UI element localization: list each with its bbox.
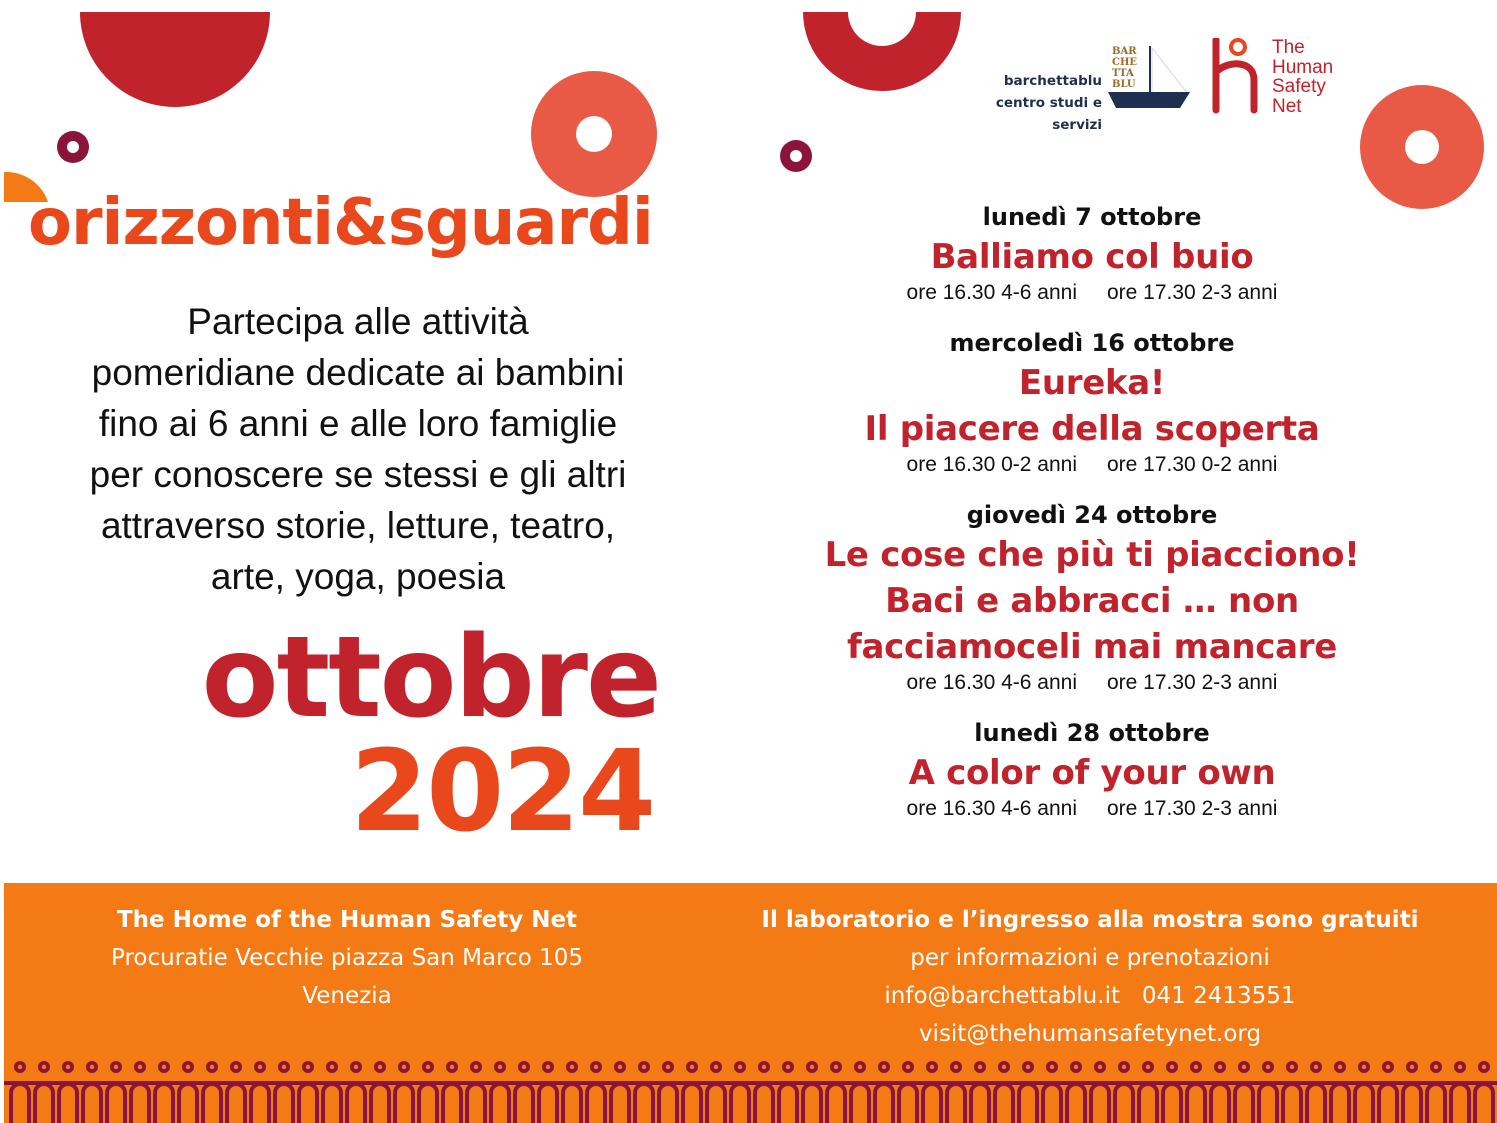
event-times <box>800 452 1384 478</box>
hsn-line: Net <box>1272 95 1302 117</box>
intro-line: arte, yoga, poesia <box>210 556 506 597</box>
event-title: facciamoceli mai mancare <box>847 627 1337 667</box>
barchettablu-boat-logo <box>1106 42 1192 112</box>
contact-line <box>750 977 1430 1015</box>
hsn-line: Safety <box>1272 76 1326 97</box>
svg-text:CHE: CHE <box>1112 57 1138 68</box>
intro-line: pomeridiane dedicate ai bambini <box>91 352 625 393</box>
venue-address: Procuratie Vecchie piazza San Marco 105 <box>111 945 583 971</box>
event-times <box>800 280 1384 306</box>
intro-line: per conoscere se stessi e gli altri <box>89 454 627 495</box>
time-slot: ore 17.30 2-3 anni <box>1107 797 1278 820</box>
time-slot: ore 17.30 2-3 anni <box>1107 281 1278 304</box>
venue-info <box>62 901 632 1015</box>
event-title: Le cose che più ti piacciono! <box>824 535 1360 575</box>
year-label: 2024 <box>350 727 654 857</box>
plum-dot-right <box>780 140 812 172</box>
intro-line: Partecipa alle attività <box>187 301 529 342</box>
event-date: mercoledì 16 ottobre <box>949 329 1235 357</box>
intro-line: fino ai 6 anni e alle loro famiglie <box>98 403 618 444</box>
event-title: Eureka! <box>1018 363 1166 403</box>
human-safety-net-wordmark <box>1272 38 1333 116</box>
email-link[interactable]: info@barchettablu.it <box>884 983 1120 1009</box>
time-slot: ore 16.30 4-6 anni <box>906 797 1077 820</box>
hsn-line: Human <box>1272 56 1334 78</box>
info-label: per informazioni e prenotazioni <box>910 945 1270 971</box>
event-title: Baci e abbracci … non <box>885 581 1299 621</box>
coral-ring-right <box>1360 85 1484 209</box>
top-left-red-half-disc <box>80 12 270 112</box>
footer-band <box>4 883 1497 1123</box>
time-slot: ore 17.30 2-3 anni <box>1107 671 1278 694</box>
venue-city: Venezia <box>302 983 392 1009</box>
event-date: lunedì 7 ottobre <box>982 203 1202 231</box>
event-title: Balliamo col buio <box>930 237 1254 277</box>
time-slot: ore 16.30 0-2 anni <box>906 453 1077 476</box>
event-item <box>800 326 1384 478</box>
barchettablu-tagline: centro studi e servizi <box>995 95 1102 133</box>
plum-dot-left <box>57 131 89 163</box>
svg-text:BAR: BAR <box>1112 46 1137 57</box>
venue-name: The Home of the Human Safety Net <box>116 907 578 933</box>
event-times <box>800 796 1384 822</box>
event-schedule <box>800 200 1384 842</box>
event-title: Il piacere della scoperta <box>864 409 1320 449</box>
barchettablu-name: barchettablu <box>1003 73 1102 89</box>
event-title: A color of your own <box>908 753 1276 793</box>
human-safety-net-icon <box>1210 38 1264 114</box>
phone-number[interactable]: 041 2413551 <box>1141 983 1296 1009</box>
free-entry-note: Il laboratorio e l’ingresso alla mostra sono gratuiti <box>761 907 1419 933</box>
event-date: lunedì 28 ottobre <box>974 719 1210 747</box>
decorative-arch-border <box>4 1053 1497 1123</box>
event-date: giovedì 24 ottobre <box>966 501 1218 529</box>
barchettablu-logo-text <box>952 70 1102 136</box>
event-item <box>800 716 1384 822</box>
time-slot: ore 16.30 4-6 anni <box>906 281 1077 304</box>
event-item <box>800 200 1384 306</box>
booking-info <box>750 901 1430 1053</box>
email-link[interactable]: visit@thehumansafetynet.org <box>918 1021 1262 1047</box>
time-slot: ore 17.30 0-2 anni <box>1107 453 1278 476</box>
top-right-red-ring <box>803 12 961 120</box>
event-times <box>800 670 1384 696</box>
month-label: ottobre <box>201 613 660 743</box>
intro-line: attraverso storie, letture, teatro, <box>100 505 616 546</box>
svg-text:BLU: BLU <box>1112 79 1136 90</box>
hsn-line: The <box>1272 37 1305 58</box>
intro-paragraph <box>28 296 688 602</box>
event-item <box>800 498 1384 696</box>
coral-ring-left <box>531 71 657 197</box>
headline: orizzonti&sguardi <box>28 186 653 260</box>
svg-text:TTA: TTA <box>1112 68 1134 79</box>
time-slot: ore 16.30 4-6 anni <box>906 671 1077 694</box>
